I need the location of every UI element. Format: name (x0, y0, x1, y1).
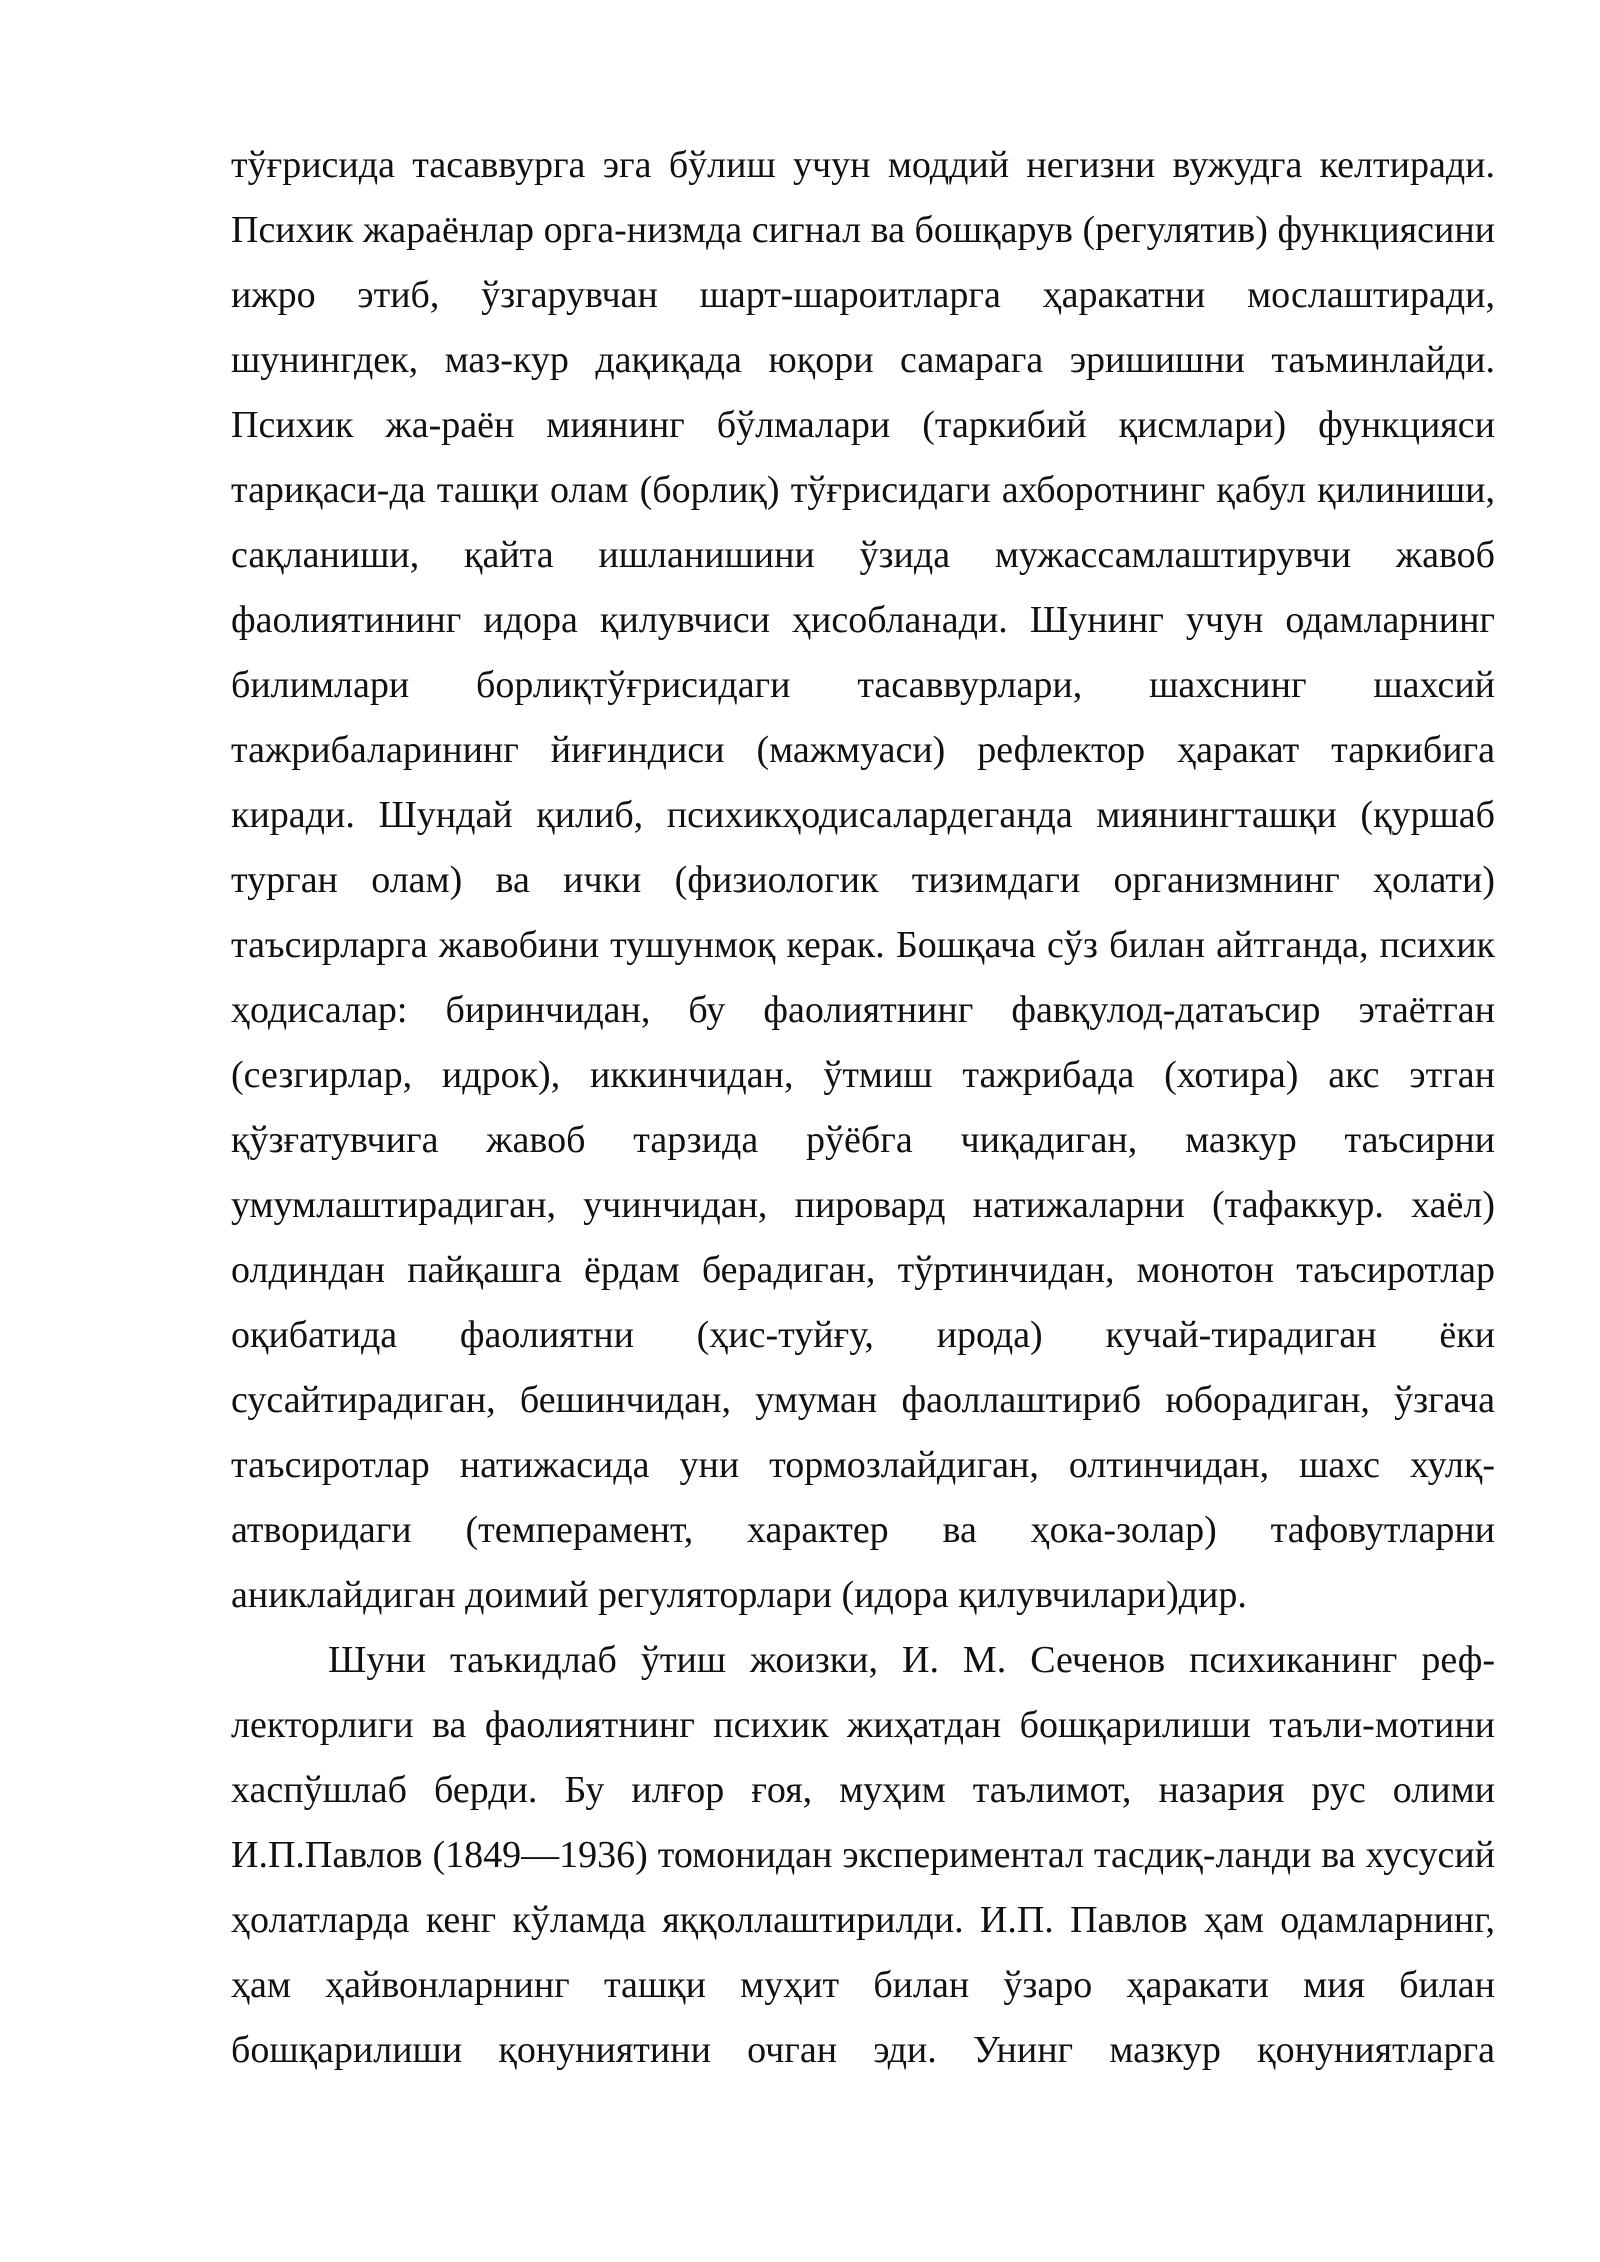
text-line: турган олам) ва ички (физиологик тизимдаги организмнинг ҳолати) (231, 859, 1495, 901)
text-line: атворидаги (темперамент, характер ва ҳока-золар) тафовутларни (231, 1509, 1495, 1551)
text-line: лекторлиги ва фаолиятнинг психик жиҳатдан бошқарилиши таъли-мотини (231, 1704, 1495, 1746)
text-line: ҳодисалар: биринчидан, бу фаолиятнинг фавқулод-датаъсир этаётган (231, 989, 1495, 1031)
text-line: тажрибаларининг йиғиндиси (мажмуаси) рефлектор ҳаракат таркибига (231, 729, 1495, 771)
text-line: таъсиротлар натижасида уни тормозлайдиган, олтинчидан, шахс хулқ- (231, 1444, 1495, 1486)
text-line: бошқарилиши қонуниятини очган эди. Унинг мазкур қонуниятларга (231, 2029, 1495, 2071)
text-line: Психик жа-раён миянинг бўлмалари (таркибий қисмлари) функцияси (231, 404, 1495, 446)
text-line: қўзғатувчига жавоб тарзида рўёбга чиқадиган, мазкур таъсирни (231, 1119, 1495, 1161)
text-line: фаолиятининг идора қилувчиси ҳисобланади. Шунинг учун одамларнинг (231, 599, 1495, 641)
text-line: олдиндан пайқашга ёрдам берадиган, тўртинчидан, монотон таъсиротлар (231, 1249, 1495, 1291)
text-line: таъсирларга жавобини тушунмоқ керак. Бошқача сўз билан айтганда, психик (231, 924, 1495, 966)
text-line: хаспўшлаб берди. Бу илғор ғоя, муҳим таълимот, назария рус олими (231, 1769, 1495, 1811)
text-line: аниклайдиган доимий регуляторлари (идора қилувчилари)дир. (231, 1574, 1247, 1616)
text-line: умумлаштирадиган, учинчидан, пировард натижаларни (тафаккур. хаёл) (231, 1184, 1495, 1226)
text-line: тариқаси-да ташқи олам (борлиқ) тўғрисидаги ахборотнинг қабул қилиниши, (231, 469, 1495, 511)
text-line: шунингдек, маз-кур дақиқада юқори самарага эришишни таъминлайди. (231, 339, 1495, 381)
text-line: тўғрисида тасаввурга эга бўлиш учун моддий негизни вужудга келтиради. (231, 144, 1495, 186)
text-line: ҳолатларда кенг кўламда яққоллаштирилди. И.П. Павлов ҳам одамларнинг, (231, 1899, 1495, 1941)
text-line: Шуни таъкидлаб ўтиш жоизки, И. М. Сеченов психиканинг реф- (328, 1639, 1495, 1681)
text-line: сусайтирадиган, бешинчидан, умуман фаоллаштириб юборадиган, ўзгача (231, 1379, 1495, 1421)
text-line: И.П.Павлов (1849—1936) томонидан экспериментал тасдиқ-ланди ва хусусий (231, 1834, 1495, 1876)
text-line: киради. Шундай қилиб, психикҳодисалардеганда миянингташқи (қуршаб (231, 794, 1495, 836)
text-line: ҳам ҳайвонларнинг ташқи муҳит билан ўзаро ҳаракати мия билан (231, 1964, 1495, 2006)
text-line: оқибатида фаолиятни (ҳис-туйғу, ирода) кучай-тирадиган ёки (231, 1314, 1495, 1356)
text-line: сақланиши, қайта ишланишини ўзида мужассамлаштирувчи жавоб (231, 534, 1495, 576)
text-line: билимлари борлиқтўғрисидаги тасаввурлари, шахснинг шахсий (231, 664, 1495, 706)
text-line: (сезгирлар, идрок), иккинчидан, ўтмиш тажрибада (хотира) акс этган (231, 1054, 1495, 1096)
text-line: Психик жараёнлар орга-низмда сигнал ва бошқарув (регулятив) функциясини (231, 209, 1495, 251)
text-line: ижро этиб, ўзгарувчан шарт-шароитларга ҳаракатни мослаштиради, (231, 274, 1495, 316)
